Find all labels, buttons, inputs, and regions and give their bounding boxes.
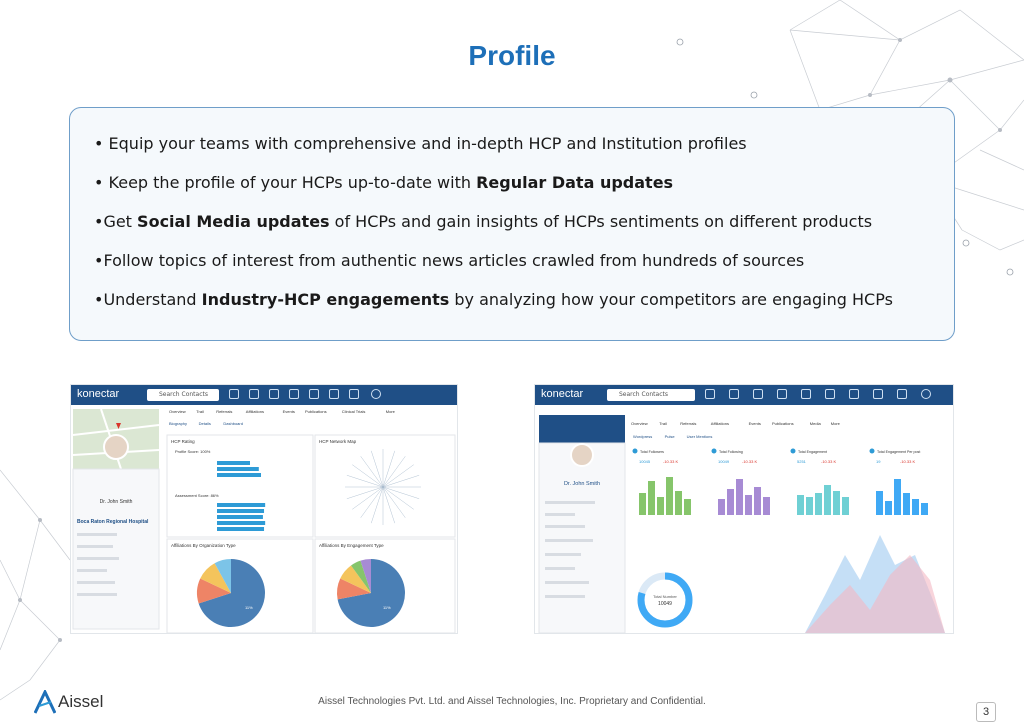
- social-media-screenshot: [534, 384, 954, 634]
- bullet-item: [94, 288, 954, 327]
- network-map-panel-title: HCP Network Map: [319, 439, 357, 444]
- feature-bullet-list: [69, 107, 955, 341]
- profile-subtab: Details: [198, 421, 211, 426]
- directory-icon: [729, 389, 739, 399]
- search-input: [147, 389, 219, 401]
- apps-icon: [849, 389, 859, 399]
- page-number: 3: [976, 702, 996, 722]
- bullet-text-tail: of HCPs and gain insights of HCPs sentiments on different products: [329, 212, 873, 231]
- profile-score-label: Profile Score: 100%: [175, 449, 211, 454]
- hcp-organization: Boca Raton Regional Hospital: [77, 519, 149, 525]
- profile-tab: Media: [809, 421, 821, 426]
- profile-tab: Affiliations: [245, 409, 264, 414]
- profile-subtabs: [169, 421, 243, 426]
- avatar-icon: [921, 389, 931, 399]
- social-bar: [797, 495, 804, 515]
- profile-tab: Overview: [169, 409, 186, 414]
- profile-tab: Publications: [305, 409, 327, 414]
- bullet-marker: •: [94, 173, 109, 192]
- profile-tab: Trail: [659, 421, 667, 426]
- profile-tab: Events: [748, 421, 761, 426]
- bullet-item: [94, 171, 954, 210]
- social-bar: [921, 503, 928, 515]
- search-input: [607, 389, 695, 401]
- profile-score-bar: [217, 473, 261, 477]
- profile-dashboard-screenshot: [70, 384, 458, 634]
- help-icon: [897, 389, 907, 399]
- brand-name: Aissel: [58, 692, 104, 711]
- aissel-logo-icon: [34, 690, 56, 714]
- assessment-score-bar: [217, 527, 264, 531]
- app-topbar: [535, 385, 953, 405]
- slide-title: Profile: [468, 40, 556, 71]
- assessment-score-bar: [217, 521, 265, 525]
- assessment-score-label: Assessment Score: 86%: [175, 493, 219, 498]
- assessment-score-bar: [217, 503, 265, 507]
- home-icon: [705, 389, 715, 399]
- social-bar: [912, 499, 919, 515]
- bullet-text: Equip your teams with comprehensive and in-depth HCP and Institution profiles: [108, 134, 747, 153]
- social-bar: [754, 487, 761, 515]
- stat-label: Total Engagement Per post: [877, 450, 921, 454]
- stat-change: -10.33 K: [900, 459, 916, 464]
- profile-tab: Affiliations: [710, 421, 729, 426]
- social-bar: [727, 489, 734, 515]
- hcp-name: Dr. John Smith: [563, 481, 601, 487]
- bullet-bold-text: Regular Data updates: [476, 173, 674, 192]
- social-bar: [833, 491, 840, 515]
- stat-value: 19: [876, 459, 881, 464]
- profile-tab: Referrals: [216, 409, 233, 414]
- donut-label: Total Number: [653, 594, 677, 599]
- search-placeholder: Search Contacts: [619, 391, 668, 398]
- engagement-area-chart: [805, 535, 945, 633]
- bullet-bold-text: Social Media updates: [137, 212, 330, 231]
- social-bar: [684, 499, 691, 515]
- stat-icon: [791, 449, 796, 454]
- media-subtab: Wordpress: [633, 434, 653, 439]
- user-icon: [269, 389, 279, 399]
- profile-tab: More: [830, 421, 840, 426]
- contacts-icon: [309, 389, 319, 399]
- profile-score-bar: [217, 461, 250, 465]
- media-subtab: Pulse: [664, 434, 675, 439]
- profile-tab: More: [385, 409, 395, 414]
- contacts-icon: [801, 389, 811, 399]
- bullet-marker: •: [94, 290, 104, 309]
- social-bar: [894, 479, 901, 515]
- social-bar: [763, 497, 770, 515]
- social-bar: [657, 497, 664, 515]
- network-icon: [289, 389, 299, 399]
- profile-tabs: [631, 421, 841, 426]
- social-bar: [675, 491, 682, 515]
- apps-icon: [349, 389, 359, 399]
- stat-value: 10045: [639, 459, 651, 464]
- bullet-text-tail: by analyzing how your competitors are engaging HCPs: [449, 290, 893, 309]
- stat-icon: [712, 449, 717, 454]
- stat-value: 5251: [797, 459, 806, 464]
- app-logo: konectar: [541, 388, 584, 400]
- social-bar: [885, 501, 892, 515]
- assessment-score-bar: [217, 509, 264, 513]
- bullet-item: [94, 210, 954, 249]
- grid-icon: [825, 389, 835, 399]
- social-bar: [842, 497, 849, 515]
- social-bar: [736, 479, 743, 515]
- social-stats-row: [633, 449, 921, 465]
- search-placeholder: Search Contacts: [159, 391, 208, 398]
- profile-tab: Events: [282, 409, 295, 414]
- bullet-bold-text: Industry-HCP engagements: [201, 290, 450, 309]
- left-screenshot-canvas: [71, 405, 458, 634]
- stat-change: -10.33 K: [742, 459, 758, 464]
- bullet-text: Get: [103, 212, 138, 231]
- brand-logo: [34, 690, 124, 716]
- bullet-marker: •: [94, 212, 104, 231]
- profile-tab: Overview: [631, 421, 648, 426]
- stat-label: Total Engagement: [798, 450, 827, 454]
- assessment-score-bar: [217, 515, 263, 519]
- profile-tabs: [169, 409, 396, 414]
- profile-score-bar: [217, 467, 259, 471]
- app-topbar: [71, 385, 457, 405]
- social-bar: [745, 495, 752, 515]
- bullet-text: Follow topics of interest from authentic news articles crawled from hundreds of sources: [103, 251, 805, 270]
- stat-change: -10.33 K: [663, 459, 679, 464]
- profile-subtab: Dashboard: [223, 421, 243, 426]
- media-subtabs: [633, 434, 712, 439]
- social-bar: [639, 493, 646, 515]
- profile-tab: Publications: [772, 421, 794, 426]
- stat-value: 10049: [718, 459, 730, 464]
- directory-icon: [249, 389, 259, 399]
- right-screenshot-canvas: [535, 405, 954, 634]
- aff-org-pie-pct: 11%: [245, 605, 253, 610]
- bullet-text: Keep the profile of your HCPs up-to-date with: [108, 173, 477, 192]
- app-logo: konectar: [77, 388, 120, 400]
- social-bar: [806, 497, 813, 515]
- home-icon: [229, 389, 239, 399]
- social-bar: [815, 493, 822, 515]
- avatar-icon: [371, 389, 381, 399]
- social-bar-charts: [639, 477, 928, 515]
- grid-icon: [329, 389, 339, 399]
- stat-icon: [870, 449, 875, 454]
- profile-tab: Clinical Trials: [341, 409, 366, 414]
- aff-eng-panel-title: Affiliations By Engagement Type: [319, 543, 384, 548]
- settings-icon: [873, 389, 883, 399]
- profile-subtab: Biography: [169, 421, 188, 426]
- slide-footer: Aissel Technologies Pvt. Ltd. and Aissel Technologies, Inc. Proprietary and Confidential.: [318, 696, 706, 707]
- bullet-item: [94, 249, 954, 288]
- hcp-rating-panel-title: HCP Rating: [171, 439, 195, 444]
- stat-label: Total Following: [719, 450, 743, 454]
- bullet-text: Understand: [103, 290, 202, 309]
- hcp-name: Dr. John Smith: [99, 499, 133, 505]
- stat-icon: [633, 449, 638, 454]
- social-bar: [876, 491, 883, 515]
- bullet-item: [94, 132, 954, 171]
- social-bar: [824, 485, 831, 515]
- stat-label: Total Followers: [640, 450, 664, 454]
- bullet-marker: •: [94, 134, 109, 153]
- social-bar: [666, 477, 673, 515]
- stat-change: -10.33 K: [821, 459, 837, 464]
- profile-tab: Trail: [196, 409, 204, 414]
- social-bar: [648, 481, 655, 515]
- aff-eng-pie: [337, 559, 405, 627]
- aff-org-pie: [197, 559, 265, 627]
- engagement-donut: [641, 576, 689, 624]
- user-icon: [753, 389, 763, 399]
- aff-org-panel-title: Affiliations By Organization Type: [171, 543, 236, 548]
- aff-eng-pie-pct: 11%: [383, 605, 391, 610]
- social-bar: [718, 499, 725, 515]
- bullet-marker: •: [94, 251, 104, 270]
- network-icon: [777, 389, 787, 399]
- media-subtab: User Mentions: [686, 434, 713, 439]
- social-bar: [903, 493, 910, 515]
- profile-tab: Referrals: [680, 421, 697, 426]
- donut-value: 10049: [658, 601, 672, 607]
